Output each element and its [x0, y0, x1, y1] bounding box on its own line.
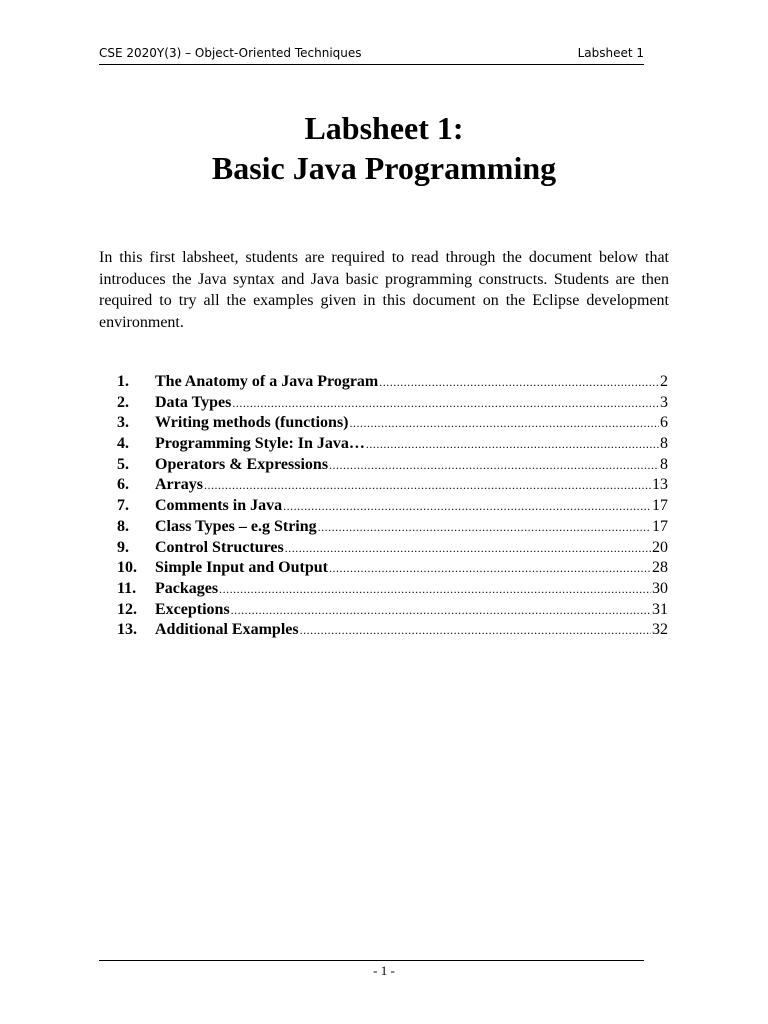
page-number: - 1 - [373, 963, 395, 978]
toc-entry-page: 3 [660, 393, 668, 411]
header-course-title: CSE 2020Y(3) – Object-Oriented Techniques [99, 46, 362, 60]
toc-leader-dots [317, 517, 651, 538]
toc-entry-title: Simple Input and Output [155, 559, 328, 577]
toc-entry[interactable] [117, 475, 668, 496]
toc-entry-title: Control Structures [155, 538, 284, 556]
toc-entry-number: 7. [117, 497, 129, 515]
toc-entry[interactable] [117, 455, 668, 476]
toc-entry-number: 2. [117, 393, 129, 411]
toc-entry-number: 5. [117, 455, 129, 473]
toc-leader-dots [231, 393, 659, 414]
toc-leader-dots [378, 372, 659, 393]
toc-entry-page: 6 [660, 414, 668, 432]
toc-entry-page: 17 [652, 517, 668, 535]
toc-leader-dots [299, 620, 651, 641]
toc-leader-dots [349, 413, 660, 434]
title-line-1: Labsheet 1: [304, 110, 464, 146]
toc-entry[interactable] [117, 579, 668, 600]
toc-entry-page: 28 [652, 559, 668, 577]
toc-entry[interactable] [117, 538, 668, 559]
toc-leader-dots [328, 558, 651, 579]
toc-entry-page: 13 [652, 476, 668, 494]
toc-entry-number: 8. [117, 517, 129, 535]
toc-entry-number: 3. [117, 414, 129, 432]
intro-paragraph: In this first labsheet, students are required to read through the document below that introduces the Java syntax and Java basic programming constructs. Students are then required to try all the examples given in this document on the Eclipse development environment. [99, 249, 669, 331]
toc-entry-number: 12. [117, 600, 137, 618]
footer-divider [99, 960, 644, 961]
toc-entry-page: 8 [660, 455, 668, 473]
toc-entry-number: 11. [117, 579, 137, 597]
toc-entry-title: Comments in Java [155, 497, 283, 515]
toc-entry-title: Class Types – e.g String [155, 517, 317, 535]
toc-entry[interactable] [117, 372, 668, 393]
toc-entry-title: Operators & Expressions [155, 455, 329, 473]
toc-leader-dots [218, 579, 651, 600]
toc-entry-title: Arrays [155, 476, 203, 494]
toc-entry-number: 9. [117, 538, 129, 556]
toc-entry-page: 8 [660, 435, 668, 453]
toc-entry-page: 30 [652, 579, 668, 597]
toc-leader-dots [328, 455, 659, 476]
toc-entry-title: Writing methods (functions) [155, 414, 349, 432]
header-labsheet-label: Labsheet 1 [577, 46, 644, 60]
toc-entry[interactable] [117, 413, 668, 434]
page-header [99, 44, 644, 65]
toc-entry-title: Programming Style: In Java… [155, 435, 365, 453]
toc-entry[interactable] [117, 620, 668, 641]
toc-leader-dots [203, 475, 651, 496]
document-title [0, 108, 768, 188]
toc-leader-dots [230, 600, 651, 621]
toc-entry-number: 6. [117, 476, 129, 494]
toc-leader-dots [282, 496, 651, 517]
toc-entry[interactable] [117, 600, 668, 621]
toc-entry[interactable] [117, 434, 668, 455]
toc-entry-page: 31 [652, 600, 668, 618]
toc-entry-title: The Anatomy of a Java Program [155, 373, 379, 390]
toc-entry-title: Data Types [155, 393, 232, 411]
toc-entry-page: 32 [652, 621, 668, 639]
toc-entry[interactable] [117, 558, 668, 579]
title-line-2: Basic Java Programming [211, 150, 557, 186]
toc-entry-number: 1. [117, 373, 129, 390]
toc-entry-page: 17 [652, 497, 668, 515]
table-of-contents [117, 372, 668, 641]
toc-entry-number: 4. [117, 435, 129, 453]
toc-entry-title: Additional Examples [155, 621, 299, 639]
toc-entry-number: 10. [117, 559, 137, 577]
toc-entry-number: 13. [117, 621, 137, 639]
toc-leader-dots [284, 538, 651, 559]
toc-entry-title: Exceptions [155, 600, 230, 618]
toc-leader-dots [365, 434, 659, 455]
toc-entry[interactable] [117, 393, 668, 414]
toc-entry-title: Packages [155, 579, 219, 597]
toc-entry[interactable] [117, 496, 668, 517]
toc-entry-page: 20 [652, 538, 668, 556]
toc-entry-page: 2 [660, 373, 668, 390]
toc-entry[interactable] [117, 517, 668, 538]
